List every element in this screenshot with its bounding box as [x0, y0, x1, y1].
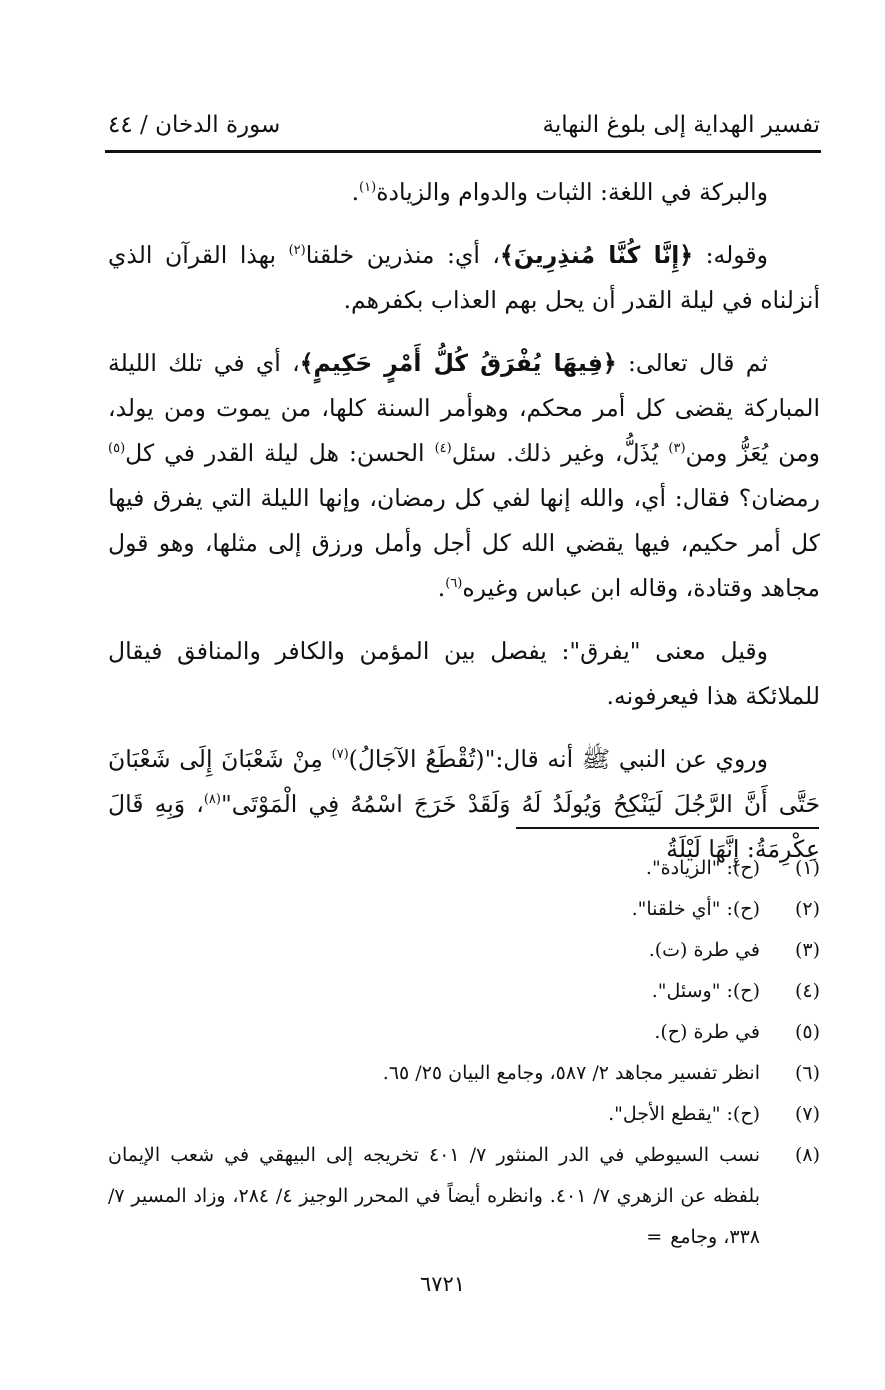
paragraph-text: يُذَلُّ، وغير ذلك. سئل	[451, 439, 669, 467]
footnote-reference: (٥)	[108, 441, 126, 457]
footnote-text	[108, 889, 760, 930]
footnote-number: (٨)	[794, 1144, 820, 1166]
footnote-text-content: في طرة (ح).	[654, 1021, 760, 1043]
footnote	[108, 930, 820, 971]
main-text	[108, 170, 820, 872]
paragraph-text: ، أي في تلك الليلة المباركة يقضى كل أمر محكم، وهوأمر السنة كلها، من يموت ومن يولد، ومن يُعَزُّ ومن	[108, 349, 820, 467]
footnote	[108, 1012, 820, 1053]
page-number: ٦٧٢١	[419, 1272, 466, 1296]
paragraph-text: الحسن: هل ليلة القدر في كل	[125, 439, 435, 467]
footnote	[108, 889, 820, 930]
footnote	[108, 1135, 820, 1258]
footnote-text	[108, 930, 760, 971]
footnote	[108, 1094, 820, 1135]
paragraph-text: وقيل معنى "يفرق": يفصل بين المؤمن والكافر والمنافق فيقال للملائكة هذا فيعرفونه.	[108, 637, 820, 710]
footnote-text-content: (ح): "أي خلقنا".	[631, 898, 760, 920]
header-rule	[105, 150, 821, 153]
footnote-text-content: (ح): "يقطع الأجل".	[608, 1103, 760, 1125]
paragraph-text: وروي عن النبي ﷺ أنه قال:"(تُقْطَعُ الآجَالُ)	[348, 745, 768, 773]
book-title: تفسير الهداية إلى بلوغ النهاية	[542, 112, 820, 138]
footnote-number: (٧)	[794, 1103, 820, 1125]
footnote-reference: (١)	[359, 180, 377, 196]
paragraph-text: ، أي: منذرين خلقنا	[305, 241, 501, 269]
running-header	[108, 110, 820, 150]
footnote-reference: (٧)	[331, 747, 349, 763]
footnote-number: (٢)	[794, 898, 820, 920]
footnote	[108, 848, 820, 889]
footnotes	[108, 848, 820, 1258]
paragraph-text: بهذا القرآن الذي أنزلناه في ليلة القدر أن يحل بهم العذاب بكفرهم.	[108, 241, 820, 314]
footnote-text	[108, 1012, 760, 1053]
footnote-text-content: (ح): "الزيادة".	[645, 857, 760, 879]
paragraph	[108, 170, 820, 215]
footnote-number: (٤)	[794, 980, 820, 1002]
paragraph-text: مِنْ شَعْبَانَ إِلَى شَعْبَانَ حَتَّى أَنَّ الرَّجُلَ لَيَنْكِحُ وَيُولَدُ لَهُ وَلَقَدْ خَرَجَ اسْمُهُ فِي الْمَوْتَى"	[108, 745, 820, 818]
paragraph	[108, 233, 820, 323]
paragraph-text: .	[351, 178, 360, 206]
footnote-number: (٦)	[794, 1062, 820, 1084]
footnote-separator	[516, 827, 819, 829]
footnote-number: (٣)	[794, 939, 820, 961]
footnote-text	[108, 1135, 760, 1258]
footnote-text-content: في طرة (ت).	[648, 939, 760, 961]
footnote	[108, 1053, 820, 1094]
paragraph-text: وقوله:	[693, 241, 768, 269]
footnote-reference: (٤)	[434, 441, 452, 457]
footnote-text	[108, 1094, 760, 1135]
footnote-text-content: نسب السيوطي في الدر المنثور ٧/ ٤٠١ تخريجه إلى البيهقي في شعب الإيمان بلفظه عن الزهري ٧/ ٤٠١. وانظره أيضاً في المحرر الوجيز ٤/ ٢٨٤، وزاد المسير ٧/ ٣٣٨، وجامع	[108, 1144, 761, 1248]
footnote-reference: (٢)	[288, 243, 306, 259]
quran-verse: ﴿إِنَّا كُنَّا مُنذِرِينَ﴾	[500, 241, 694, 269]
footnote-text	[108, 848, 760, 889]
paragraph	[108, 629, 820, 719]
paragraph-text: والبركة في اللغة: الثبات والدوام والزيادة	[376, 178, 768, 206]
footnote-continuation-mark: =	[646, 1226, 663, 1248]
paragraph-text: رمضان؟ فقال: أي، والله إنها لفي كل رمضان، وإنها الليلة التي يفرق فيها كل أمر حكيم، فيها يقضي الله كل أجل وأمل ورزق إلى مثلها، وهو قول مجاهد وقتادة، وقاله ابن عباس وغيره	[108, 484, 820, 602]
footnote-reference: (٦)	[445, 576, 463, 592]
quran-verse: ﴿فِيهَا يُفْرَقُ كُلُّ أَمْرٍ حَكِيمٍ﴾	[299, 349, 617, 377]
paragraph-text: ثم قال تعالى:	[616, 349, 768, 377]
footnote-text	[108, 971, 760, 1012]
paragraph-text: ، وَبِهِ قَالَ عِكْرِمَةُ: إِنَّهَا لَيْلَةُ	[108, 790, 820, 863]
footnote-reference: (٨)	[203, 792, 221, 808]
footnote-text-content: انظر تفسير مجاهد ٢/ ٥٨٧، وجامع البيان ٢٥/ ٦٥.	[382, 1062, 760, 1084]
footnote-text-content: (ح): "وسئل".	[651, 980, 760, 1002]
paragraph-text: .	[437, 574, 446, 602]
footnote-number: (٥)	[794, 1021, 820, 1043]
surah-label: سورة الدخان / ٤٤	[108, 112, 281, 138]
paragraph	[108, 341, 820, 611]
footnote-number: (١)	[794, 857, 820, 879]
footnote-reference: (٣)	[668, 441, 686, 457]
footnote	[108, 971, 820, 1012]
footnote-text	[108, 1053, 760, 1094]
